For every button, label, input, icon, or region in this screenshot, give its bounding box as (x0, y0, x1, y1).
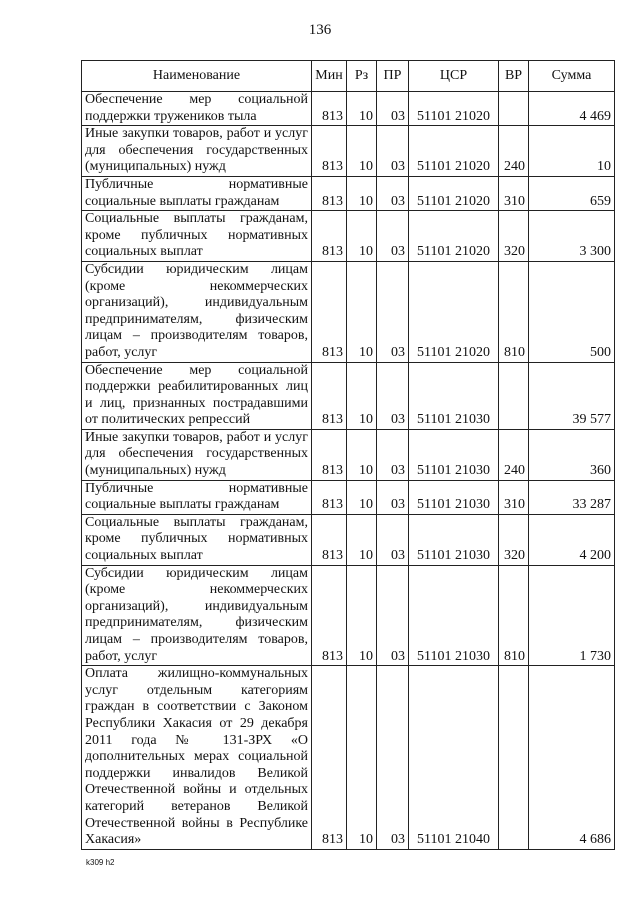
row-sum: 4 686 (529, 666, 615, 850)
table-row (82, 176, 615, 210)
row-rz: 10 (347, 514, 377, 565)
row-min: 813 (312, 211, 347, 262)
row-rz: 10 (347, 565, 377, 666)
row-csr: 51101 21040 (409, 666, 499, 850)
row-name: Обеспечение мер социальной поддержки тружеников тыла (82, 92, 312, 126)
row-sum: 33 287 (529, 480, 615, 514)
row-name: Иные закупки товаров, работ и услуг для обеспечения государственных (муниципальных) нужд (82, 126, 312, 177)
row-vr (499, 666, 529, 850)
row-min: 813 (312, 362, 347, 429)
header-name: Наименование (82, 61, 312, 92)
row-rz: 10 (347, 261, 377, 362)
header-rz: Рз (347, 61, 377, 92)
row-rz: 10 (347, 126, 377, 177)
row-rz: 10 (347, 362, 377, 429)
table-row (82, 514, 615, 565)
row-csr: 51101 21030 (409, 514, 499, 565)
row-csr: 51101 21020 (409, 92, 499, 126)
row-name: Публичные нормативные социальные выплаты гражданам (82, 480, 312, 514)
row-sum: 39 577 (529, 362, 615, 429)
row-pr: 03 (377, 514, 409, 565)
row-sum: 4 469 (529, 92, 615, 126)
row-sum: 1 730 (529, 565, 615, 666)
row-sum: 10 (529, 126, 615, 177)
row-min: 813 (312, 261, 347, 362)
row-min: 813 (312, 480, 347, 514)
table-row (82, 126, 615, 177)
row-csr: 51101 21030 (409, 565, 499, 666)
row-vr: 310 (499, 480, 529, 514)
row-sum: 3 300 (529, 211, 615, 262)
table-row (82, 211, 615, 262)
table-row (82, 480, 615, 514)
row-vr: 810 (499, 261, 529, 362)
row-pr: 03 (377, 666, 409, 850)
row-pr: 03 (377, 480, 409, 514)
row-csr: 51101 21020 (409, 176, 499, 210)
row-pr: 03 (377, 211, 409, 262)
header-pr: ПР (377, 61, 409, 92)
table-row (82, 429, 615, 480)
footer-code: k309 h2 (86, 858, 115, 867)
row-csr: 51101 21030 (409, 429, 499, 480)
row-min: 813 (312, 666, 347, 850)
table-row (82, 362, 615, 429)
header-sum: Сумма (529, 61, 615, 92)
budget-table (81, 60, 615, 850)
row-name: Иные закупки товаров, работ и услуг для обеспечения государственных (муниципальных) нужд (82, 429, 312, 480)
row-vr (499, 362, 529, 429)
row-vr: 240 (499, 429, 529, 480)
table-row (82, 666, 615, 850)
row-csr: 51101 21020 (409, 211, 499, 262)
row-vr: 240 (499, 126, 529, 177)
row-sum: 360 (529, 429, 615, 480)
table-row (82, 565, 615, 666)
row-vr: 810 (499, 565, 529, 666)
row-rz: 10 (347, 429, 377, 480)
row-pr: 03 (377, 261, 409, 362)
row-name: Социальные выплаты гражданам, кроме публичных нормативных социальных выплат (82, 514, 312, 565)
row-csr: 51101 21030 (409, 480, 499, 514)
page-number: 136 (308, 22, 332, 38)
row-pr: 03 (377, 176, 409, 210)
row-rz: 10 (347, 480, 377, 514)
row-rz: 10 (347, 92, 377, 126)
row-min: 813 (312, 126, 347, 177)
row-min: 813 (312, 429, 347, 480)
row-sum: 659 (529, 176, 615, 210)
table-row (82, 261, 615, 362)
header-min: Мин (312, 61, 347, 92)
row-min: 813 (312, 565, 347, 666)
row-vr: 320 (499, 514, 529, 565)
row-min: 813 (312, 92, 347, 126)
row-sum: 4 200 (529, 514, 615, 565)
row-name: Субсидии юридическим лицам (кроме некоммерческих организаций), индивидуальным предпринимателям, физическим лицам – производителям товаров, работ, услуг (82, 261, 312, 362)
row-vr (499, 92, 529, 126)
row-vr: 320 (499, 211, 529, 262)
row-name: Публичные нормативные социальные выплаты гражданам (82, 176, 312, 210)
row-min: 813 (312, 176, 347, 210)
header-vr: ВР (499, 61, 529, 92)
row-csr: 51101 21020 (409, 261, 499, 362)
row-csr: 51101 21030 (409, 362, 499, 429)
table-row (82, 92, 615, 126)
row-vr: 310 (499, 176, 529, 210)
row-csr: 51101 21020 (409, 126, 499, 177)
row-sum: 500 (529, 261, 615, 362)
row-name: Обеспечение мер социальной поддержки реабилитированных лиц и лиц, признанных пострадавшими от политических репрессий (82, 362, 312, 429)
table-header-row (82, 61, 615, 92)
row-rz: 10 (347, 211, 377, 262)
row-name: Субсидии юридическим лицам (кроме некоммерческих организаций), индивидуальным предпринимателям, физическим лицам – производителям товаров, работ, услуг (82, 565, 312, 666)
row-pr: 03 (377, 565, 409, 666)
header-csr: ЦСР (409, 61, 499, 92)
row-pr: 03 (377, 92, 409, 126)
row-rz: 10 (347, 666, 377, 850)
row-pr: 03 (377, 126, 409, 177)
row-pr: 03 (377, 362, 409, 429)
row-name: Оплата жилищно-коммунальных услуг отдельным категориям граждан в соответствии с Законом Республики Хакасия от 29 декабря 2011 года № 131-ЗРХ «О дополнительных мерах социальной поддержки инвалидов Великой Отечественной войны и отдельных категорий ветеранов Великой Отечественной войны в Республике Хакасия» (82, 666, 312, 850)
row-min: 813 (312, 514, 347, 565)
row-name: Социальные выплаты гражданам, кроме публичных нормативных социальных выплат (82, 211, 312, 262)
row-rz: 10 (347, 176, 377, 210)
row-pr: 03 (377, 429, 409, 480)
